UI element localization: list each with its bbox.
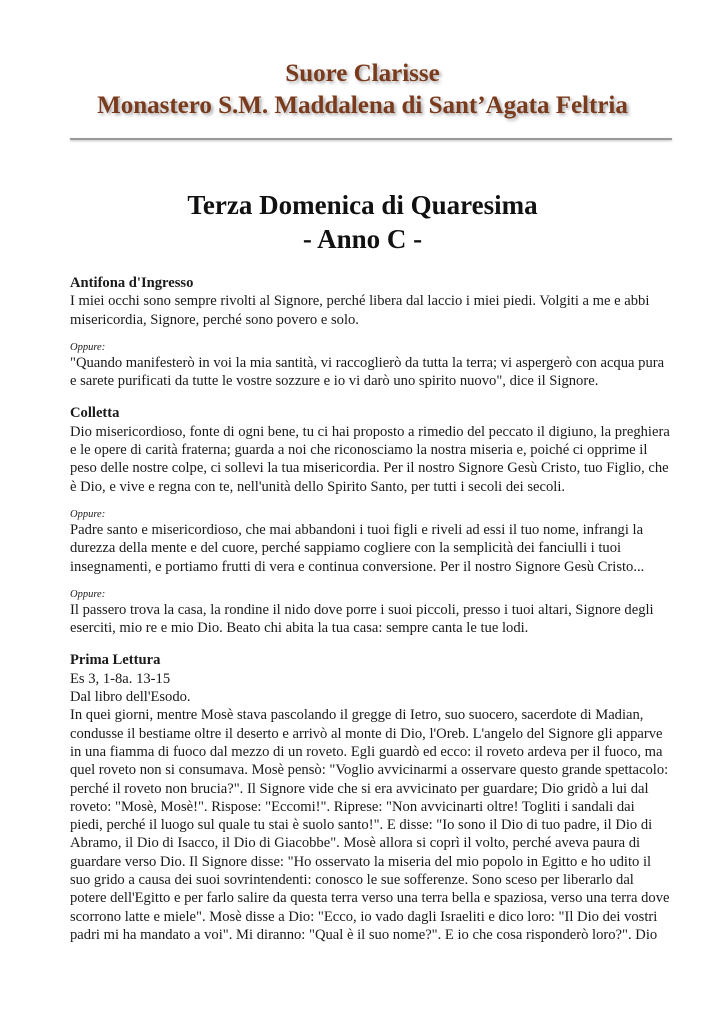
prima-lettura-heading: Prima Lettura: [70, 652, 161, 669]
page-header: [0, 58, 725, 122]
page-title: [0, 188, 725, 256]
antifona-alt-label: Oppure:: [70, 341, 106, 353]
prima-lettura-source: Dal libro dell'Esodo.: [70, 689, 191, 706]
colletta-alt1-label: Oppure:: [70, 508, 106, 520]
colletta-text: Dio misericordioso, fonte di ogni bene, tu ci hai proposto a rimedio del peccato il digiuno, la preghiera e le opere di carità fraterna; guarda a noi che riconosciamo la nostra miseria e, poiché ci opprime il peso delle nostre colpe, ci sollevi la tua misericordia. Per il nostro Signore Gesù Cristo, tuo Figlio, che è Dio, e vive e regna con te, nell'unità dello Spirito Santo, per tutti i secoli dei secoli.: [70, 423, 670, 495]
colletta-alt2-label: Oppure:: [70, 588, 106, 600]
header-line-1: Suore Clarisse: [285, 60, 440, 87]
antifona-alt-text: "Quando manifesterò in voi la mia santità, vi raccoglierò da tutta la terra; vi aspergerò con acqua pura e sarete purificati da tutte le vostre sozzure e io vi darò uno spirito nuovo", dice il Signore.: [70, 354, 665, 390]
document-body: [70, 274, 670, 944]
colletta-alt2-text: Il passero trova la casa, la rondine il nido dove porre i suoi piccoli, presso i tuoi altari, Signore degli eserciti, mio re e mio Dio. Beato chi abita la tua casa: sempre canta le tue lodi.: [70, 601, 654, 637]
colletta-heading: Colletta: [70, 405, 120, 422]
prima-lettura-text: In quei giorni, mentre Mosè stava pascolando il gregge di Ietro, suo suocero, sacerdote di Madian, condusse il bestiame oltre il deserto e arrivò al monte di Dio, l'Oreb. L'angelo del Signore gli apparve in una fiamma di fuoco dal mezzo di un roveto. Egli guardò ed ecco: il roveto ardeva per il fuoco, ma quel roveto non si consumava. Mosè pensò: "Voglio avvicinarmi a osservare questo grande spettacolo: perché il roveto non brucia?". Il Signore vide che si era avvicinato per guardare; Dio gridò a lui dal roveto: "Mosè, Mosè!". Rispose: "Eccomi!". Riprese: "Non avvicinarti oltre! Togliti i sandali dai piedi, perché il luogo sul quale tu stai è suolo santo!". E disse: "Io sono il Dio di tuo padre, il Dio di Abramo, il Dio di Isacco, il Dio di Giacobbe". Mosè allora si coprì il volto, perché aveva paura di guardare verso Dio. Il Signore disse: "Ho osservato la miseria del mio popolo in Egitto e ho udito il suo grido a causa dei suoi sovrintendenti: conosco le sue sofferenze. Sono sceso per liberarlo dal potere dell'Egitto e per farlo salire da questa terra verso una terra bella e spaziosa, verso una terra dove scorrono latte e miele". Mosè disse a Dio: "Ecco, io vado dagli Israeliti e dico loro: "Il Dio dei vostri padri mi ha mandato a voi". Mi diranno: "Qual è il suo nome?". E io che cosa risponderò loro?". Dio: [70, 707, 670, 943]
prima-lettura-section: [70, 651, 670, 944]
antifona-section: [70, 274, 670, 390]
title-line-1: Terza Domenica di Quaresima: [187, 190, 538, 220]
colletta-alt1-text: Padre santo e misericordioso, che mai abbandoni i tuoi figli e riveli ad essi il tuo nome, infrangi la durezza della mente e del cuore, perché sappiamo cogliere con la semplicità dei fanciulli i tuoi insegnamenti, e portiamo frutti di vera e continua conversione. Per il nostro Signore Gesù Cristo...: [70, 521, 645, 575]
antifona-text: I miei occhi sono sempre rivolti al Signore, perché libera dal laccio i miei piedi. Volgiti a me e abbi misericordia, Signore, perché sono povero e solo.: [70, 293, 650, 328]
title-line-2: - Anno C -: [302, 224, 423, 254]
header-divider: [70, 138, 672, 140]
header-line-2: Monastero S.M. Maddalena di Sant’Agata Feltria: [97, 92, 628, 119]
antifona-heading: Antifona d'Ingresso: [70, 275, 194, 291]
colletta-section: [70, 404, 670, 637]
prima-lettura-reference: Es 3, 1-8a. 13-15: [70, 670, 171, 687]
